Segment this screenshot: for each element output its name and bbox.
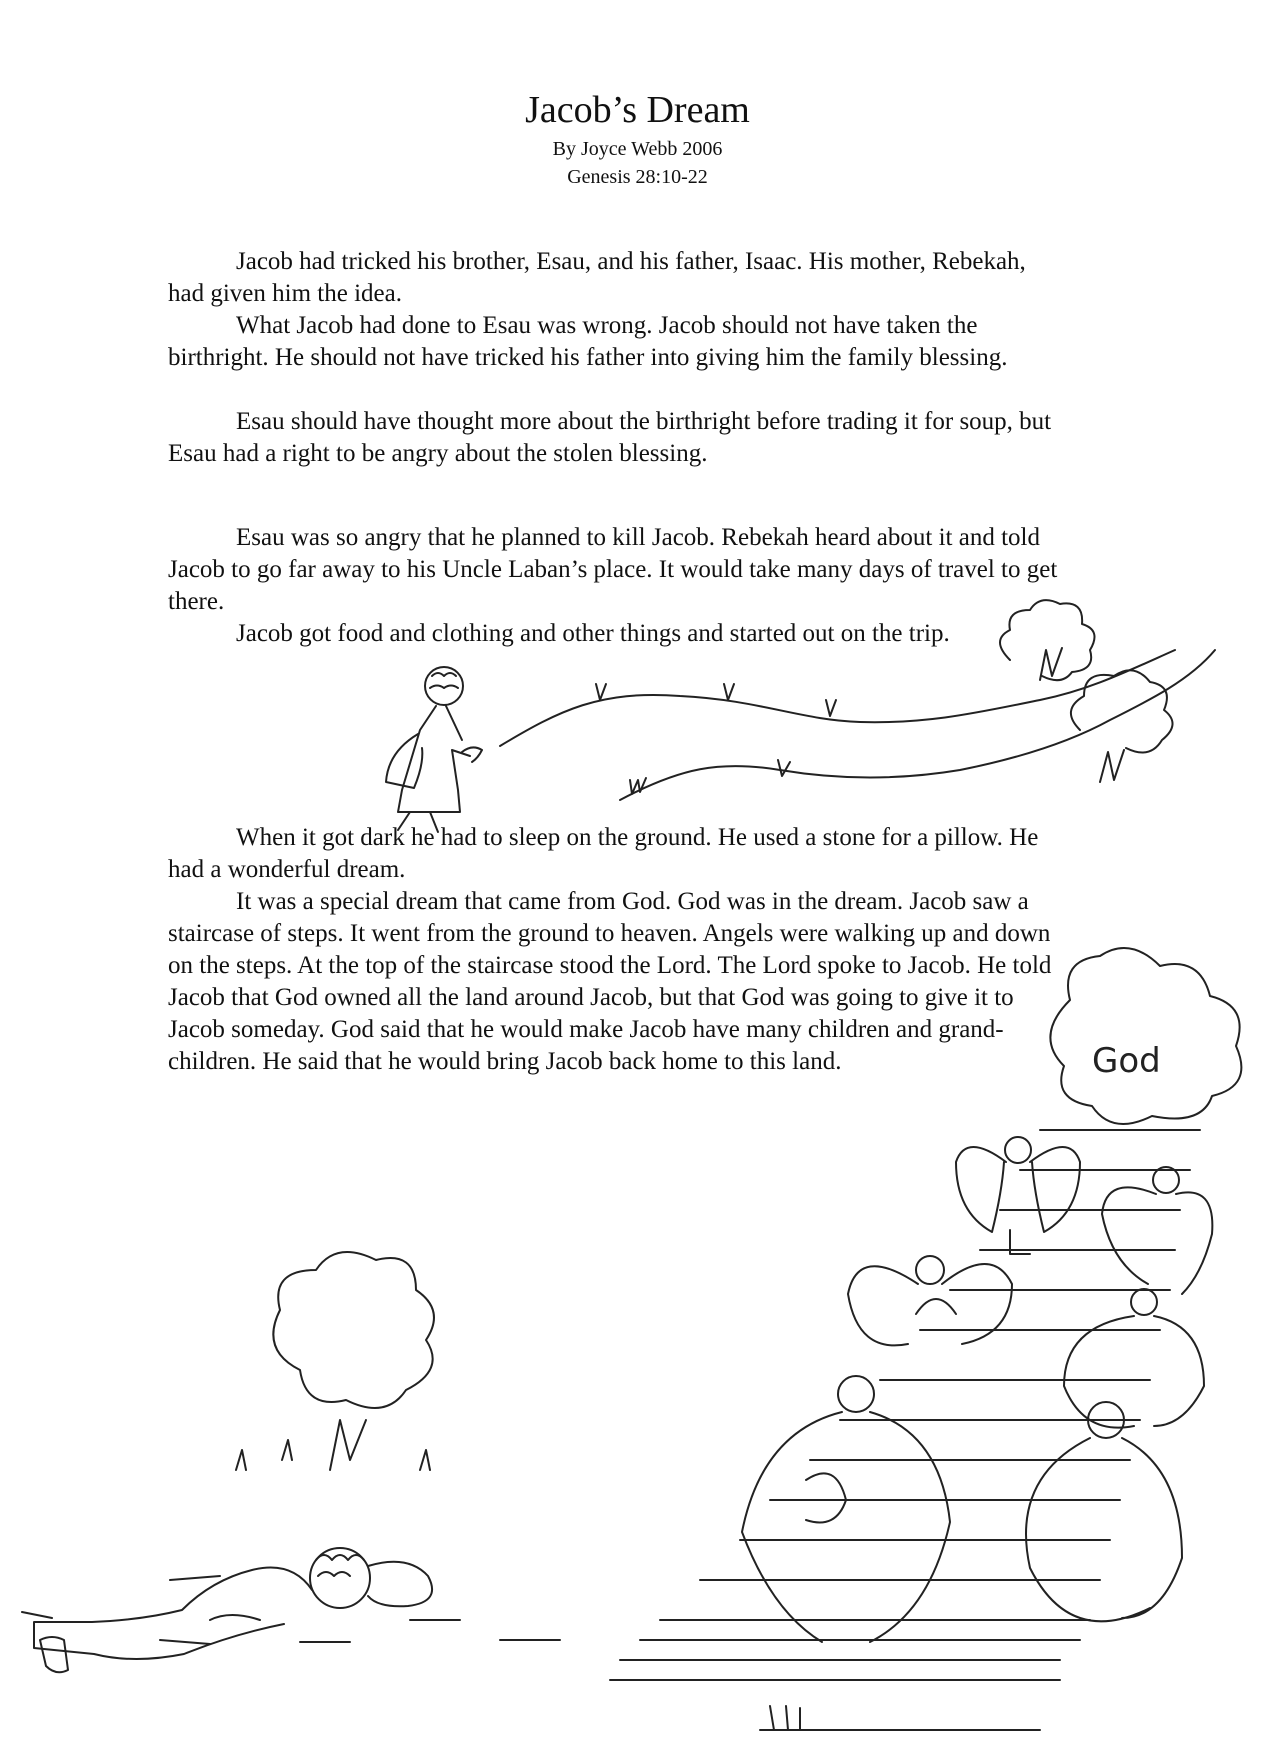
page-title: Jacob’s Dream bbox=[525, 89, 750, 131]
scripture-reference: Genesis 28:10-22 bbox=[567, 166, 708, 188]
jacob-walking-drawing bbox=[386, 667, 482, 832]
paragraph-7: It was a special dream that came from God. God was in the dream. Jacob saw a staircase of steps. It went from the ground to heaven. Angels were walking up and down on the steps. At the top of the staircase stood the Lord. The Lord spoke to Jacob. He told Jacob that God owned all the land around Jacob, but that God was going to give it to Jacob someday. God said that he would make Jacob have many children and grand-children. He said that he would bring Jacob back home to this land. bbox=[168, 888, 1052, 1075]
paragraph-6: When it got dark he had to sleep on the ground. He used a stone for a pillow. He had a wonderful dream. bbox=[168, 824, 1039, 883]
paragraph-5: Jacob got food and clothing and other things and started out on the trip. bbox=[236, 620, 950, 647]
road-drawing bbox=[500, 650, 1215, 800]
god-cloud-drawing bbox=[1050, 948, 1241, 1124]
paragraph-2: What Jacob had done to Esau was wrong. Jacob should not have taken the birthright. He should not have tricked his father into giving him the family blessing. bbox=[168, 312, 1008, 371]
angels-drawing bbox=[742, 1137, 1212, 1642]
paragraph-1: Jacob had tricked his brother, Esau, and his father, Isaac. His mother, Rebekah, had given him the idea. bbox=[168, 248, 1026, 307]
cloud-label: God bbox=[1092, 1041, 1161, 1081]
paragraph-3: Esau should have thought more about the birthright before trading it for soup, but Esau had a right to be angry about the stolen blessing. bbox=[168, 408, 1052, 467]
jacob-sleeping-drawing bbox=[22, 1548, 560, 1672]
byline: By Joyce Webb 2006 bbox=[552, 138, 723, 160]
paragraph-4: Esau was so angry that he planned to kill Jacob. Rebekah heard about it and told Jacob to go far away to his Uncle Laban’s place. It would take many days of travel to get there. bbox=[168, 524, 1058, 615]
bush-drawing bbox=[236, 1252, 434, 1470]
